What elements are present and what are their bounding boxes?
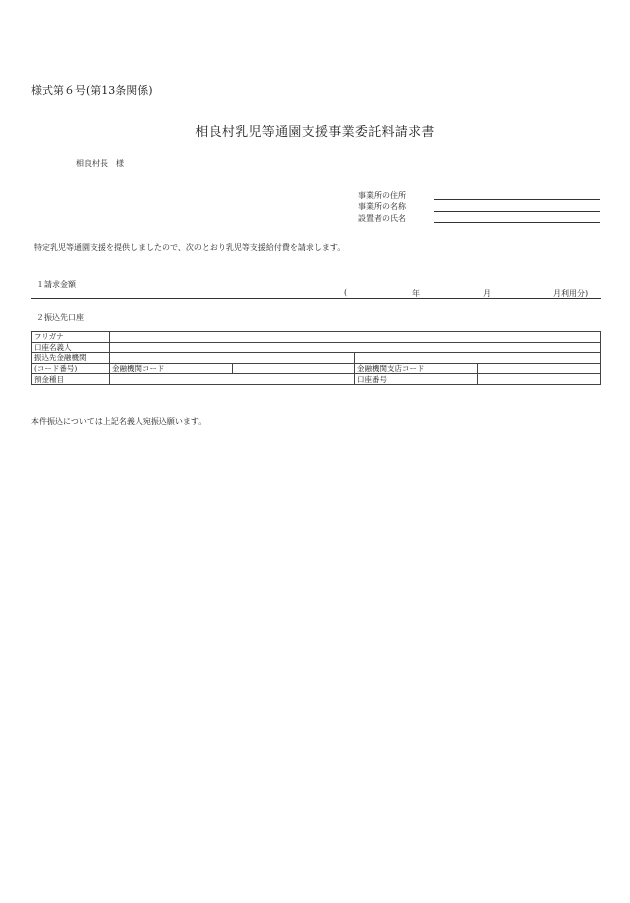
- bank-code-field[interactable]: [233, 363, 355, 374]
- deposit-type-field[interactable]: [110, 374, 355, 385]
- account-number-label: 口座番号: [355, 374, 478, 385]
- bank-row: [32, 353, 601, 364]
- deposit-type-label: 預金種目: [32, 374, 110, 385]
- transfer-note: 本件振込については上記名義人宛振込願います。: [31, 417, 207, 426]
- bank-name-field[interactable]: [110, 353, 355, 364]
- branch-name-field[interactable]: [355, 353, 601, 364]
- furigana-label: フリガナ: [32, 332, 110, 343]
- account-holder-row: [32, 342, 601, 353]
- bank-label-line1: 振込先金融機関: [32, 353, 110, 364]
- period-open-paren: (: [344, 288, 348, 297]
- office-name-row: [358, 201, 600, 212]
- claim-amount-heading: １請求金額: [36, 280, 76, 289]
- furigana-row: [32, 332, 601, 343]
- account-number-field[interactable]: [478, 374, 601, 385]
- office-name-line[interactable]: [434, 211, 600, 212]
- branch-code-label: 金融機関支店コード: [355, 363, 478, 374]
- claim-amount-rule: [31, 298, 601, 299]
- address-row: [358, 190, 600, 201]
- branch-code-field[interactable]: [478, 363, 601, 374]
- period-month: 月: [483, 289, 491, 298]
- founder-row: [358, 213, 600, 224]
- bank-label-line2: (コード番号): [32, 363, 110, 374]
- address-label: 事業所の住所: [358, 191, 406, 200]
- bank-account-table: [31, 331, 601, 385]
- address-line[interactable]: [434, 199, 600, 200]
- founder-label: 設置者の氏名: [358, 213, 406, 223]
- applicant-block: [358, 190, 600, 224]
- account-holder-label: 口座名義人: [32, 342, 110, 353]
- addressee: 相良村長 様: [76, 159, 124, 168]
- bank-account-heading: ２振込先口座: [36, 313, 84, 322]
- office-name-label: 事業所の名称: [358, 202, 406, 212]
- founder-line[interactable]: [434, 222, 600, 223]
- period-usage: 月利用分): [553, 289, 589, 298]
- bank-code-label: 金融機関コード: [110, 363, 233, 374]
- bank-code-row: [32, 363, 601, 374]
- document-title: 相良村乳児等通園支援事業委託料請求書: [195, 125, 435, 140]
- deposit-row: [32, 374, 601, 385]
- form-number: 様式第６号(第13条関係): [31, 84, 153, 97]
- furigana-field[interactable]: [110, 332, 601, 343]
- period-year: 年: [412, 289, 420, 298]
- request-statement: 特定乳児等通園支援を提供しましたので、次のとおり乳児等支援給付費を請求します。: [34, 243, 346, 252]
- account-holder-field[interactable]: [110, 342, 601, 353]
